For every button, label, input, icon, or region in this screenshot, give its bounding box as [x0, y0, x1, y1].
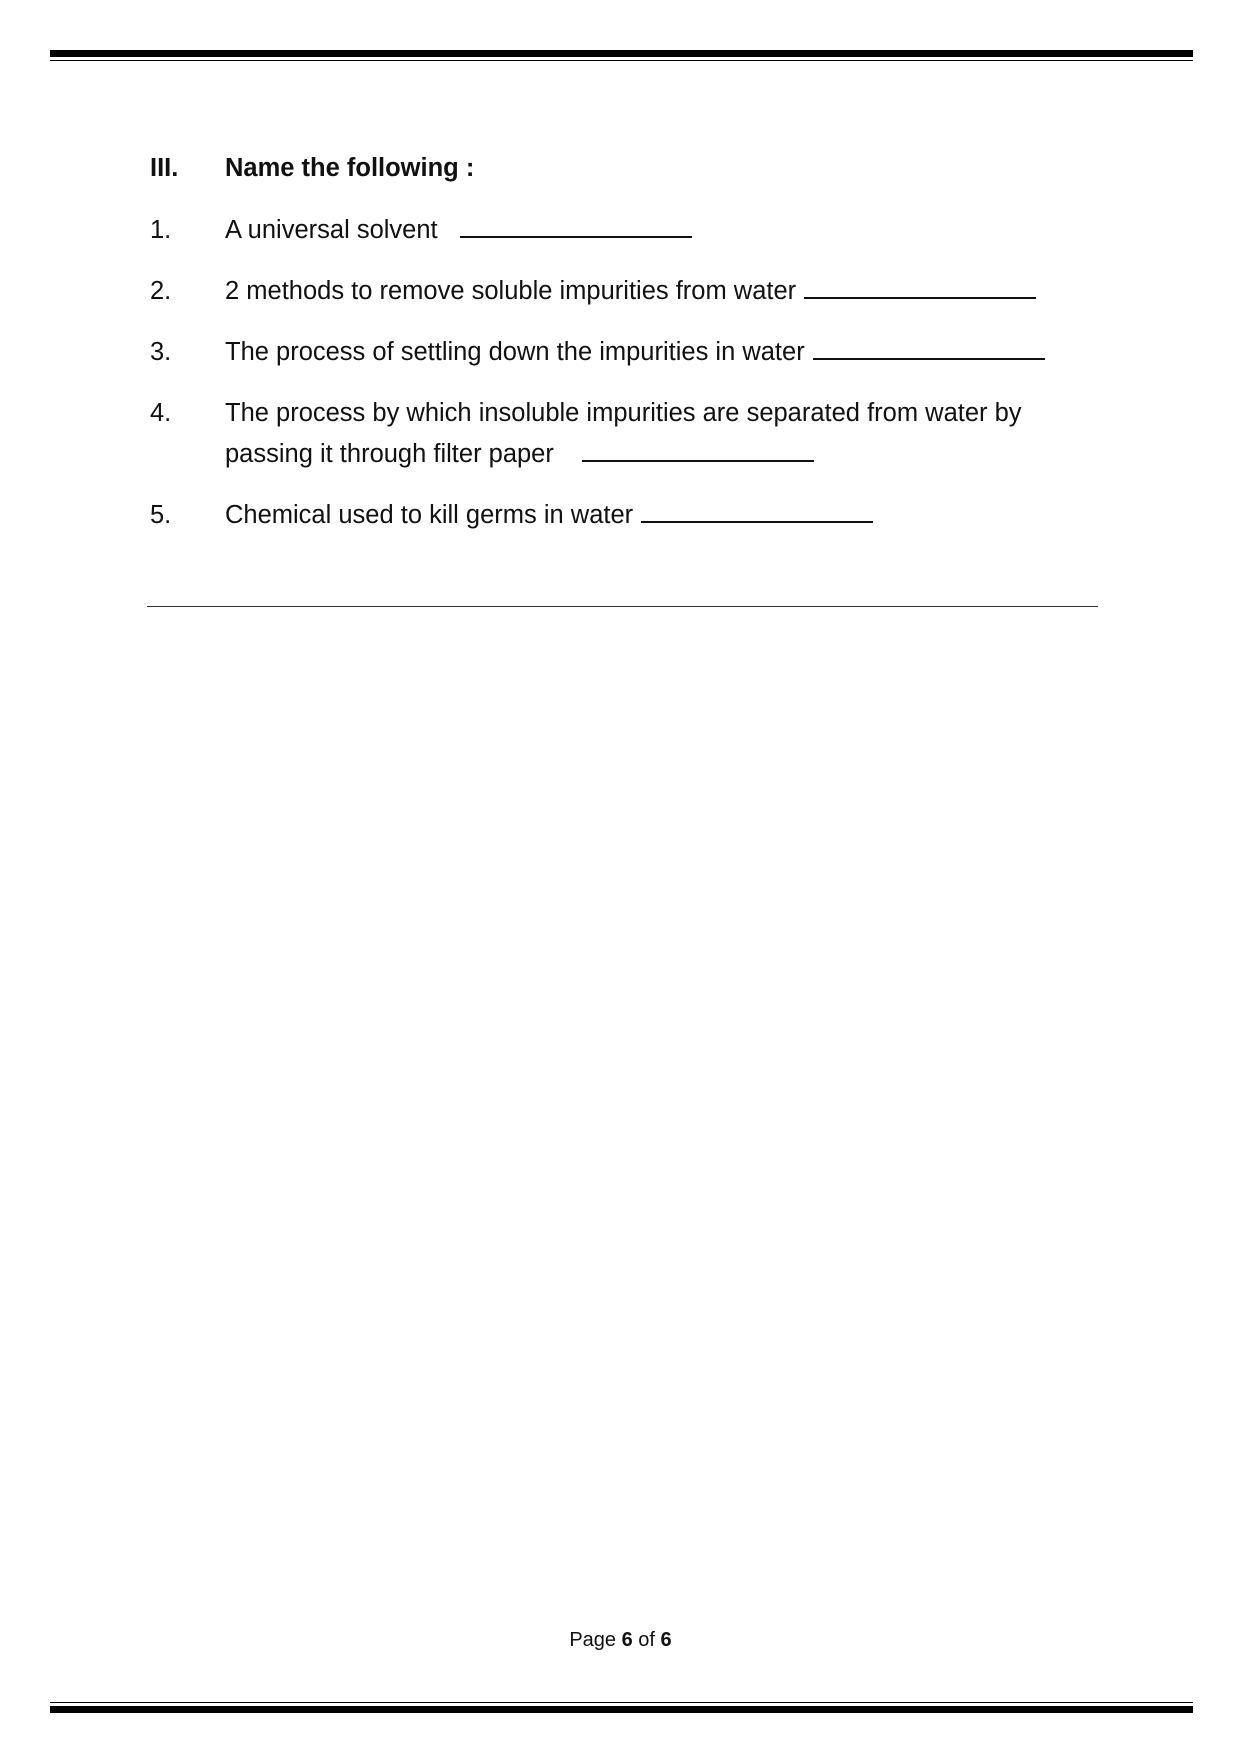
- section-end-rule: [147, 606, 1098, 607]
- answer-blank[interactable]: [582, 434, 814, 462]
- question-text: The process of settling down the impurities in water: [225, 338, 805, 366]
- top-border-thin-line: [50, 60, 1193, 61]
- question-text-container: [225, 434, 814, 475]
- total-page-count: 6: [660, 1629, 672, 1651]
- question-text-line-2: passing it through filter paper: [225, 440, 554, 468]
- question-text: Chemical used to kill germs in water: [225, 501, 634, 529]
- current-page-number: 6: [621, 1629, 633, 1651]
- answer-blank[interactable]: [641, 495, 873, 523]
- question-text-container: [225, 271, 1036, 312]
- question-number: 2.: [150, 277, 172, 305]
- bottom-border-thick-line: [50, 1706, 1193, 1713]
- question-number: 1.: [150, 216, 172, 244]
- answer-blank[interactable]: [813, 332, 1045, 360]
- question-text-container: [225, 210, 692, 251]
- question-text: A universal solvent: [225, 216, 438, 244]
- page-label: Page: [569, 1629, 617, 1651]
- top-border-thick-line: [50, 50, 1193, 57]
- page-top-border: [50, 50, 1193, 61]
- page-bottom-border: [50, 1702, 1193, 1713]
- question-text-container: [225, 495, 873, 536]
- question-text-container: [225, 332, 1045, 373]
- question-text: 2 methods to remove soluble impurities from water: [225, 277, 797, 305]
- question-number: 5.: [150, 501, 172, 529]
- question-number: 4.: [150, 399, 172, 427]
- section-title: Name the following :: [225, 154, 475, 182]
- answer-blank[interactable]: [804, 271, 1036, 299]
- question-number: 3.: [150, 338, 172, 366]
- section-number: III.: [150, 154, 179, 182]
- bottom-border-thin-line: [50, 1702, 1193, 1703]
- page-footer: [0, 1626, 1241, 1654]
- answer-blank[interactable]: [460, 210, 692, 238]
- question-text-line-1: The process by which insoluble impurities are separated from water by: [225, 399, 1022, 427]
- page-of-label: of: [638, 1629, 655, 1651]
